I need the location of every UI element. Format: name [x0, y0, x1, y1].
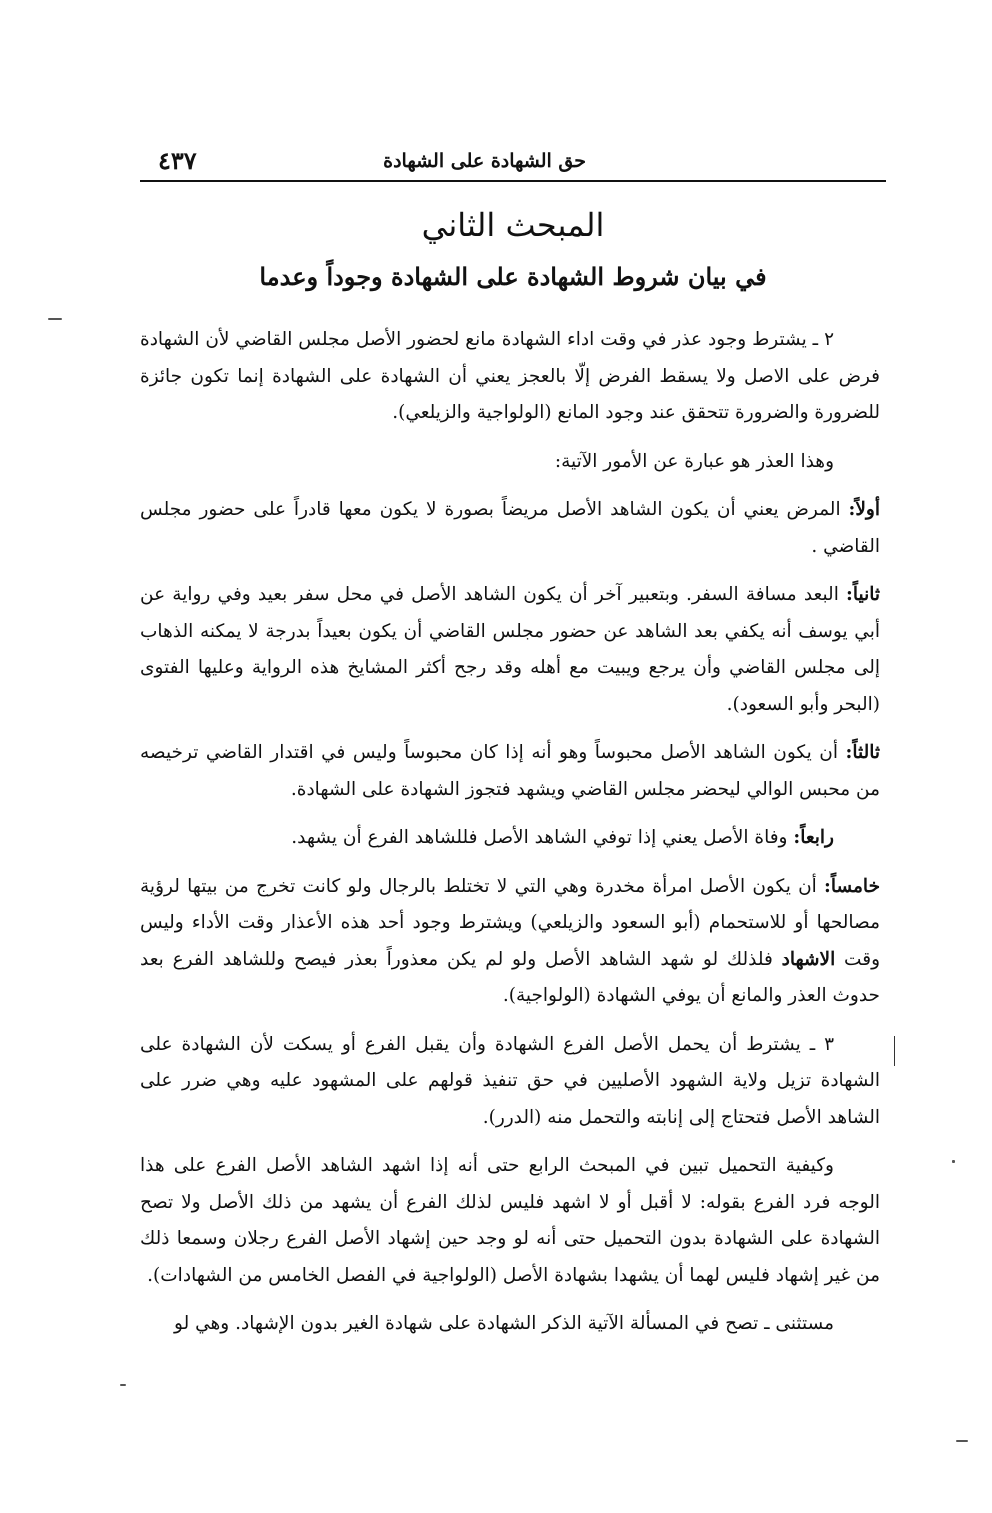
paragraph-excuses-intro: وهذا العذر هو عبارة عن الأمور الآتية: [554, 450, 834, 472]
scan-speck [952, 1160, 955, 1163]
paragraph-first-excuse [140, 492, 880, 565]
paragraph-transfer-method: وكيفية التحميل تبين في المبحث الرابع حتى أنه إذا اشهد الشاهد الأصل الفرع على هذا الوجه فرد الفرع بقوله: لا أقبل أو لا اشهد فليس لذلك الفرع أن يشهد من ذلك الأصل ولا تصح الشهادة على الشهادة بدون التحميل حتى أنه لو وجد حين إشهاد الأصل الفرع رجلان وسمعا ذلك من غير إشهاد فليس لهما أن يشهدا بشهادة الأصل (الولواجية في الفصل الخامس من الشهادات). [140, 1155, 880, 1286]
fifth-bold-term: الاشهاد [781, 948, 836, 970]
paragraph-exception: مستثنى ـ تصح في المسألة الآتية الذكر الشهادة على شهادة الغير بدون الإشهاد. وهي لو [174, 1313, 834, 1334]
fifth-text-a: أن يكون الأصل امرأة مخدرة وهي التي لا تختلط بالرجال ولو كانت تخرج من بيتها لرؤية مصالحها أو للاستحمام (أبو السعود والزيلعي) ويشترط وجود أحد هذه الأعذار وقت الأداء وليس وقت [140, 875, 881, 970]
third-text: أن يكون الشاهد الأصل محبوساً وهو أنه إذا كان محبوساً وليس في اقتدار القاضي ترخيصه من محبس الوالي ليحضر مجلس القاضي ويشهد فتجوز الشهادة على الشهادة. [140, 742, 880, 800]
chapter-title: المبحث الثاني [421, 206, 605, 244]
body-text [140, 322, 880, 1355]
paragraph-second-excuse [140, 577, 880, 723]
scan-speck [120, 1384, 126, 1386]
second-label: ثانياً: [846, 584, 880, 605]
scan-speck [956, 1440, 968, 1442]
section-heading: في بيان شروط الشهادة على الشهادة وجوداً وعدما [259, 262, 767, 291]
first-text: المرض يعني أن يكون الشاهد الأصل مريضاً بصورة لا يكون معها قادراً على حضور مجلس القاضي . [140, 499, 880, 557]
fifth-text-b: فلذلك لو شهد الشاهد الأصل ولو لم يكن معذوراً بعذر فيصح وللشاهد الفرع بعد حدوث العذر والمانع أن يوفي الشهادة (الولواجية). [140, 948, 880, 1006]
paragraph-condition-3: ٣ ـ يشترط أن يحمل الأصل الفرع الشهادة وأن يقبل الفرع أو يسكت لأن الشهادة على الشهادة تزيل ولاية الشهود الأصليين في حق تنفيذ قولهم على المشهود عليه وهي ضرر على الشاهد الأصل فتحتاج إلى إنابته والتحمل منه (الدرر). [140, 1033, 880, 1128]
paragraph-third-excuse [140, 735, 880, 808]
running-header [140, 146, 886, 182]
margin-mark [894, 1036, 895, 1066]
scan-speck [48, 318, 62, 320]
third-label: ثالثاً: [845, 742, 880, 763]
fourth-label: رابعاً: [793, 827, 834, 848]
paragraph-fourth-excuse [140, 820, 880, 857]
fifth-label: خامساً: [824, 875, 880, 897]
page-number: ٤٣٧ [158, 146, 197, 175]
second-text: البعد مسافة السفر. وبتعبير آخر أن يكون الشاهد الأصل في محل سفر بعيد وفي رواية عن أبي يوسف أنه يكفي بعد الشاهد عن حضور مجلس القاضي أن يكون بعيداً بدرجة لا يمكنه الذهاب إلى مجلس القاضي وأن يرجع ويبيت مع أهله وقد رجح أكثر المشايخ هذه الرواية وعليها الفتوى (البحر وأبو السعود). [140, 584, 880, 715]
first-label: أولاً: [848, 499, 880, 520]
paragraph-condition-2: ٢ ـ يشترط وجود عذر في وقت اداء الشهادة مانع لحضور الأصل مجلس القاضي لأن الشهادة فرض على الاصل ولا يسقط الفرض إلّا بالعجز يعني أن الشهادة على الشهادة إنما تكون جائزة للضرورة والضرورة تتحقق عند وجود المانع (الولواجية والزيلعي). [140, 329, 880, 423]
fourth-text: وفاة الأصل يعني إذا توفي الشاهد الأصل فللشاهد الفرع أن يشهد. [291, 827, 794, 848]
paragraph-fifth-excuse [140, 869, 880, 1015]
running-title: حق الشهادة على الشهادة [383, 150, 586, 172]
